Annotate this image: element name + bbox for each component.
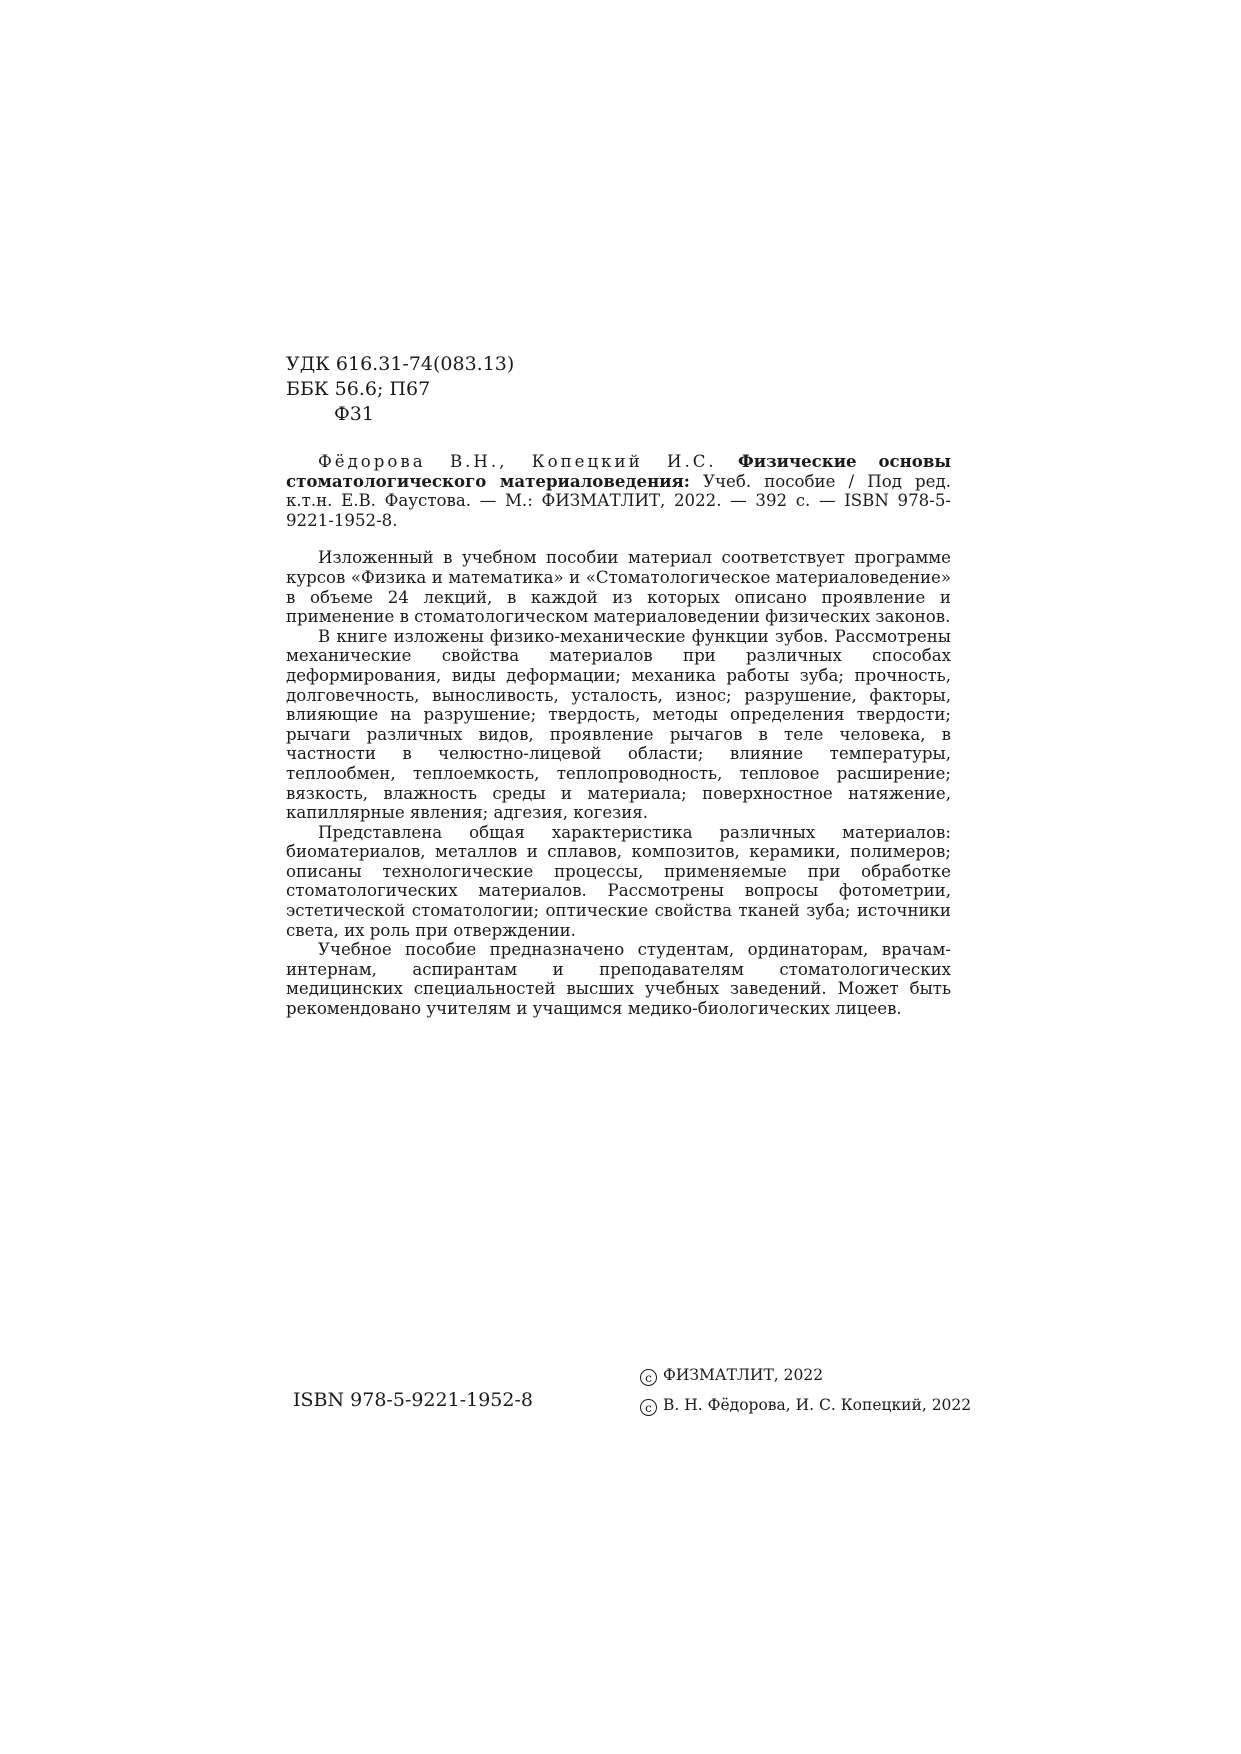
citation-title: Физические основы стоматологического материаловедения: [286, 451, 951, 491]
copyright-icon: c [640, 1369, 657, 1386]
isbn-number: ISBN 978-5-9221-1952-8 [293, 1389, 533, 1411]
citation-authors: Фёдорова В.Н., Копецкий И.С. [318, 452, 717, 471]
bibliographic-citation [286, 452, 951, 530]
citation-details: Учеб. пособие / Под ред. к.т.н. Е.В. Фаустова. — М.: ФИЗМАТЛИТ, 2022. — 392 с. — ISBN 978-5-9221-1952-8. [286, 471, 951, 530]
copyright-publisher [640, 1360, 971, 1390]
copyright-authors [640, 1390, 971, 1420]
abstract-paragraph-2: В книге изложены физико-механические функции зубов. Рассмотрены механические свойства материалов при различных способах деформирования, виды деформации; механика работы зуба; прочность, долговечность, выносливость, усталость, износ; разрушение, факторы, влияющие на разрушение; твердость, методы определения твердости; рычаги различных видов, проявление рычагов в теле человека, в частности в челюстно-лицевой области; влияние температуры, теплообмен, теплоемкость, теплопроводность, тепловое расширение; вязкость, влажность среды и материала; поверхностное натяжение, капиллярные явления; адгезия, когезия. [286, 626, 951, 823]
classification-block [286, 352, 951, 427]
copyright-publisher-text: ФИЗМАТЛИТ, 2022 [663, 1366, 824, 1384]
abstract-paragraph-1: Изложенный в учебном пособии материал соответствует программе курсов «Физика и математика» и «Стоматологическое материаловедение» в объеме 24 лекций, в каждой из которых описано проявление и применение в стоматологическом материаловедении физических законов. [286, 548, 951, 627]
copyright-authors-text: В. Н. Фёдорова, И. С. Копецкий, 2022 [663, 1396, 972, 1414]
udk-code: УДК 616.31-74(083.13) [286, 353, 515, 375]
abstract-paragraph-4: Учебное пособие предназначено студентам, ординаторам, врачам-интернам, аспирантам и преподавателям стоматологических медицинских специальностей высших учебных заведений. Может быть рекомендовано учителям и учащимся медико-биологических лицеев. [286, 940, 951, 1019]
abstract-paragraph-3: Представлена общая характеристика различных материалов: биоматериалов, металлов и сплавов, композитов, керамики, полимеров; описаны технологические процессы, применяемые при обработке стоматологических материалов. Рассмотрены вопросы фотометрии, эстетической стоматологии; оптические свойства тканей зуба; источники света, их роль при отверждении. [286, 822, 951, 940]
copyright-icon: c [640, 1399, 657, 1416]
copyright-block [640, 1360, 971, 1420]
bbk-code: ББК 56.6; П67 [286, 378, 431, 400]
author-mark: Ф31 [334, 403, 374, 425]
annotation-text [286, 452, 951, 1019]
